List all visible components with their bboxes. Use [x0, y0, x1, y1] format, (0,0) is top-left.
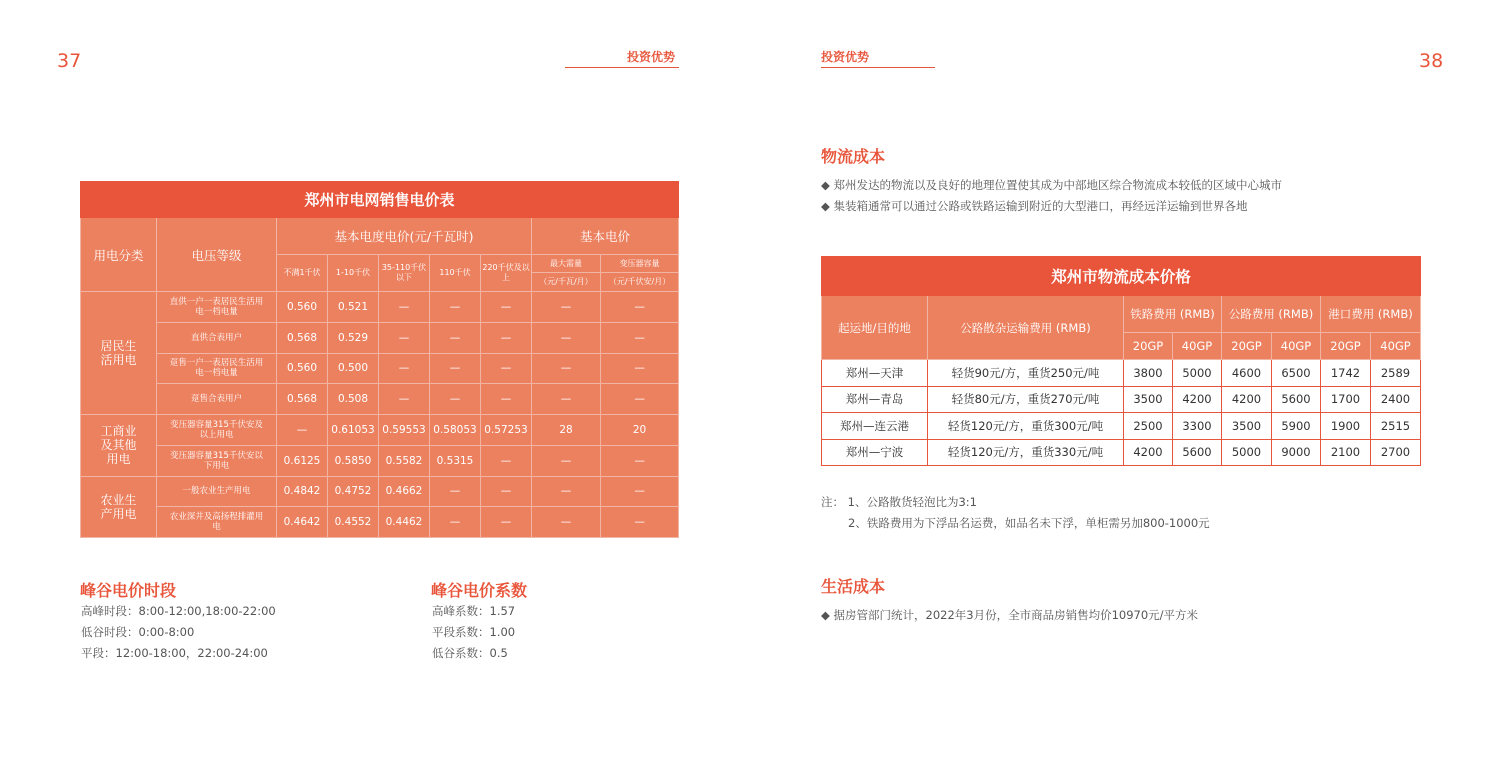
voltage-cell: 变压器容量315千伏安及以上用电 — [157, 415, 277, 446]
header-sub-level: 220千伏及以上 — [481, 255, 532, 292]
price-cell: 0.4552 — [328, 507, 379, 538]
price-cell: — — [379, 353, 430, 384]
cost-cell: 2589 — [1371, 360, 1421, 387]
cost-cell: 4200 — [1173, 386, 1222, 413]
price-cell: 0.560 — [277, 292, 328, 323]
price-cell: — — [481, 507, 532, 538]
peak-valley-time-line: 高峰时段：8:00-12:00,18:00-22:00 — [81, 604, 276, 618]
price-cell: 0.57253 — [481, 415, 532, 446]
price-cell: — — [379, 384, 430, 415]
road-bulk-cell: 轻货120元/方，重货330元/吨 — [928, 439, 1124, 466]
header-road: 公路费用 (RMB) — [1222, 296, 1321, 333]
page-number-right: 38 — [1419, 50, 1444, 72]
logistics-title: 物流成本 — [821, 147, 886, 166]
peak-valley-coef-line: 高峰系数：1.57 — [432, 604, 516, 618]
section-tag-rule-right — [821, 67, 935, 68]
table-row — [81, 445, 679, 476]
peak-valley-coef-line: 低谷系数：0.5 — [432, 646, 508, 660]
table-row — [81, 322, 679, 353]
logistics-table-caption: 郑州市物流成本价格 — [822, 257, 1421, 296]
price-cell: — — [532, 292, 601, 323]
price-cell: — — [601, 507, 679, 538]
cost-cell: 5000 — [1173, 360, 1222, 387]
voltage-cell: 直供一户一表居民生活用电一档电量 — [157, 292, 277, 323]
price-cell: 0.61053 — [328, 415, 379, 446]
note-line: 注： 1、公路散货轻泡比为3:1 — [821, 495, 977, 509]
price-cell: — — [430, 292, 481, 323]
price-cell: — — [430, 322, 481, 353]
cost-cell: 3800 — [1124, 360, 1173, 387]
peak-valley-coef-list — [432, 601, 515, 664]
voltage-cell: 变压器容量315千伏安以下用电 — [157, 445, 277, 476]
price-cell: 0.6125 — [277, 445, 328, 476]
section-tag-rule-left — [565, 67, 679, 68]
price-cell: — — [532, 476, 601, 507]
logistics-bullet: ◆ 郑州发达的物流以及良好的地理位置使其成为中部地区综合物流成本较低的区域中心城市 — [821, 178, 1282, 192]
header-container-size: 40GP — [1371, 333, 1421, 360]
table-row — [81, 476, 679, 507]
peak-valley-time-line: 平段：12:00-18:00，22:00-24:00 — [81, 646, 268, 660]
price-cell: — — [379, 292, 430, 323]
header-max-demand-unit: （元/千瓦/月） — [539, 277, 593, 286]
cost-cell: 4200 — [1222, 386, 1272, 413]
header-container-size: 20GP — [1124, 333, 1173, 360]
cost-cell: 4600 — [1222, 360, 1272, 387]
electricity-price-table — [80, 181, 679, 538]
price-cell: — — [481, 322, 532, 353]
peak-valley-coef-title: 峰谷电价系数 — [431, 581, 528, 600]
table-row — [81, 292, 679, 323]
cost-cell: 4200 — [1124, 439, 1173, 466]
price-cell: 20 — [601, 415, 679, 446]
voltage-cell: 农业深井及高扬程排灌用电 — [157, 507, 277, 538]
price-cell: 0.5582 — [379, 445, 430, 476]
price-cell: 0.560 — [277, 353, 328, 384]
price-cell: 0.4662 — [379, 476, 430, 507]
cost-cell: 5900 — [1272, 413, 1321, 440]
price-cell: — — [277, 415, 328, 446]
price-cell: 0.4642 — [277, 507, 328, 538]
header-sub-level: 110千伏 — [430, 255, 481, 292]
table-row — [822, 360, 1421, 387]
price-cell: — — [532, 384, 601, 415]
voltage-cell: 趸售合表用户 — [157, 384, 277, 415]
header-container-size: 40GP — [1272, 333, 1321, 360]
route-cell: 郑州—宁波 — [822, 439, 928, 466]
header-rail: 铁路费用 (RMB) — [1124, 296, 1222, 333]
table-row — [81, 415, 679, 446]
table-row — [822, 386, 1421, 413]
header-port: 港口费用 (RMB) — [1321, 296, 1421, 333]
price-cell: — — [532, 507, 601, 538]
header-max-demand — [532, 255, 601, 292]
category-cell: 工商业及其他用电 — [81, 415, 157, 477]
price-cell: 0.4462 — [379, 507, 430, 538]
table-row — [822, 439, 1421, 466]
price-cell: 0.508 — [328, 384, 379, 415]
table-row — [81, 353, 679, 384]
price-cell: — — [430, 353, 481, 384]
header-category: 用电分类 — [81, 218, 157, 292]
cost-cell: 2400 — [1371, 386, 1421, 413]
peak-valley-time-title: 峰谷电价时段 — [80, 581, 177, 600]
price-cell: — — [430, 507, 481, 538]
price-cell: — — [379, 322, 430, 353]
price-cell: 0.5850 — [328, 445, 379, 476]
header-sub-level: 1-10千伏 — [328, 255, 379, 292]
price-cell: — — [601, 322, 679, 353]
header-basic-energy: 基本电度电价(元/千瓦时) — [277, 218, 532, 255]
price-cell: — — [532, 322, 601, 353]
living-cost-bullet: ◆ 据房管部门统计，2022年3月份，全市商品房销售均价10970元/平方米 — [821, 608, 1199, 622]
header-basic-price: 基本电价 — [532, 218, 679, 255]
logistics-bullet: ◆ 集装箱通常可以通过公路或铁路运输到附近的大型港口，再经远洋运输到世界各地 — [821, 199, 1248, 213]
table-caption: 郑州市电网销售电价表 — [81, 182, 679, 218]
page-number-left: 37 — [57, 50, 82, 72]
route-cell: 郑州—青岛 — [822, 386, 928, 413]
living-cost-title: 生活成本 — [821, 577, 886, 596]
cost-cell: 5600 — [1173, 439, 1222, 466]
cost-cell: 2500 — [1124, 413, 1173, 440]
header-sub-level: 35-110千伏以下 — [379, 255, 430, 292]
header-container-size: 20GP — [1321, 333, 1371, 360]
price-cell: — — [532, 445, 601, 476]
table-row — [81, 384, 679, 415]
cost-cell: 2515 — [1371, 413, 1421, 440]
cost-cell: 6500 — [1272, 360, 1321, 387]
price-cell: — — [601, 353, 679, 384]
section-tag-right: 投资优势 — [821, 50, 870, 64]
category-cell: 居民生活用电 — [81, 292, 157, 415]
header-sub-level: 不满1千伏 — [277, 255, 328, 292]
logistics-table-body — [822, 360, 1421, 466]
price-cell: — — [481, 353, 532, 384]
cost-cell: 3300 — [1173, 413, 1222, 440]
cost-cell: 1900 — [1321, 413, 1371, 440]
price-cell: — — [481, 384, 532, 415]
price-cell: 28 — [532, 415, 601, 446]
cost-cell: 5600 — [1272, 386, 1321, 413]
price-cell: — — [481, 476, 532, 507]
peak-valley-time-line: 低谷时段：0:00-8:00 — [81, 625, 195, 639]
cost-cell: 2100 — [1321, 439, 1371, 466]
logistics-bullets — [821, 175, 1282, 217]
header-transformer-unit: （元/千伏安/月） — [608, 277, 671, 286]
header-container-size: 40GP — [1173, 333, 1222, 360]
header-voltage: 电压等级 — [157, 218, 277, 292]
note-line: 2、铁路费用为下浮品名运费，如品名未下浮，单柜需另加800-1000元 — [848, 516, 1210, 530]
price-cell: — — [481, 292, 532, 323]
price-cell: 0.5315 — [430, 445, 481, 476]
voltage-cell: 趸售一户一表居民生活用电一档电量 — [157, 353, 277, 384]
header-container-size: 20GP — [1222, 333, 1272, 360]
voltage-cell: 一般农业生产用电 — [157, 476, 277, 507]
header-origin: 起运地/目的地 — [822, 296, 928, 360]
price-cell: 0.529 — [328, 322, 379, 353]
price-cell: — — [532, 353, 601, 384]
price-cell: — — [430, 384, 481, 415]
header-max-demand-label: 最大需量 — [532, 255, 600, 273]
road-bulk-cell: 轻货90元/方，重货250元/吨 — [928, 360, 1124, 387]
table-row — [81, 507, 679, 538]
logistics-price-table — [821, 256, 1421, 466]
cost-cell: 3500 — [1222, 413, 1272, 440]
price-cell: 0.4752 — [328, 476, 379, 507]
route-cell: 郑州—天津 — [822, 360, 928, 387]
section-tag-left: 投资优势 — [627, 50, 676, 64]
header-transformer-label: 变压器容量 — [601, 255, 678, 273]
cost-cell: 3500 — [1124, 386, 1173, 413]
price-cell: — — [481, 445, 532, 476]
cost-cell: 5000 — [1222, 439, 1272, 466]
price-cell: 0.4842 — [277, 476, 328, 507]
cost-cell: 2700 — [1371, 439, 1421, 466]
cost-cell: 1742 — [1321, 360, 1371, 387]
road-bulk-cell: 轻货120元/方，重货300元/吨 — [928, 413, 1124, 440]
table-row — [822, 413, 1421, 440]
peak-valley-time-list — [81, 601, 276, 664]
cost-cell: 1700 — [1321, 386, 1371, 413]
route-cell: 郑州—连云港 — [822, 413, 928, 440]
category-cell: 农业生产用电 — [81, 476, 157, 538]
voltage-cell: 直供合表用户 — [157, 322, 277, 353]
price-cell: 0.568 — [277, 322, 328, 353]
price-cell: 0.59553 — [379, 415, 430, 446]
cost-cell: 9000 — [1272, 439, 1321, 466]
price-cell: — — [601, 292, 679, 323]
peak-valley-coef-line: 平段系数：1.00 — [432, 625, 516, 639]
price-cell: 0.500 — [328, 353, 379, 384]
electricity-table-body — [81, 292, 679, 538]
price-cell: 0.521 — [328, 292, 379, 323]
price-cell: 0.568 — [277, 384, 328, 415]
price-cell: — — [601, 384, 679, 415]
notes — [821, 492, 1210, 534]
header-road-bulk: 公路散杂运输费用 (RMB) — [928, 296, 1124, 360]
price-cell: — — [601, 445, 679, 476]
price-cell: 0.58053 — [430, 415, 481, 446]
road-bulk-cell: 轻货80元/方，重货270元/吨 — [928, 386, 1124, 413]
price-cell: — — [601, 476, 679, 507]
header-transformer — [601, 255, 679, 292]
price-cell: — — [430, 476, 481, 507]
